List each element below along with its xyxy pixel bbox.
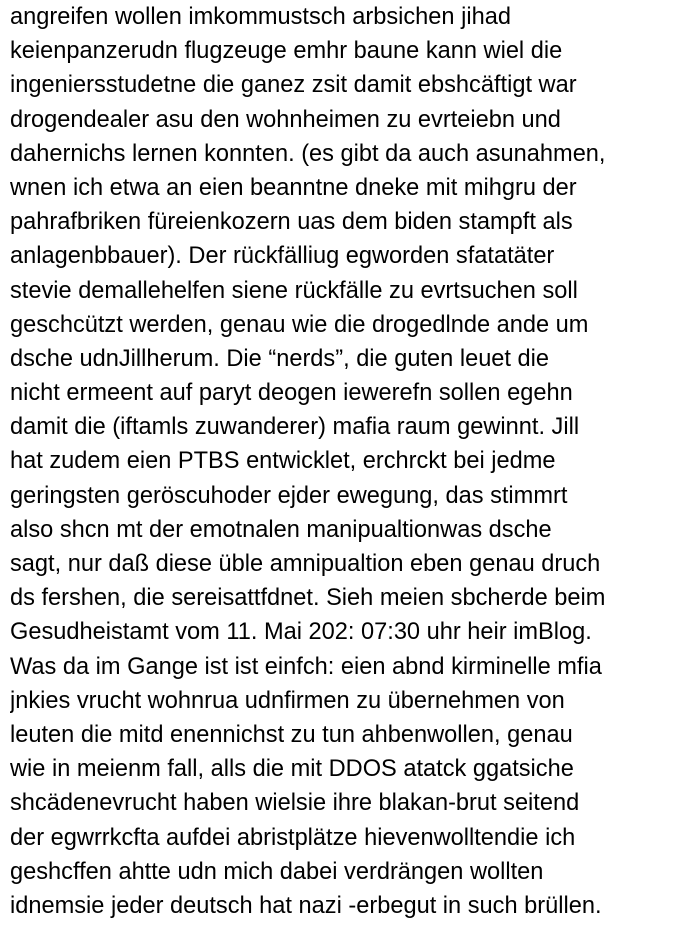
- text-line: pahrafbriken füreienkozern uas dem biden stampft als: [10, 209, 573, 236]
- text-line: dsche udnJillherum. Die “nerds”, die guten leuet die: [10, 345, 550, 372]
- text-line: Was da im Gange ist ist einfch: eien abnd kirminelle mfia: [10, 653, 602, 680]
- text-line: drogendealer asu den wohnheimen zu evrteiebn und: [10, 106, 561, 133]
- text-line: geshcffen ahtte udn mich dabei verdrängen wollten: [10, 858, 544, 885]
- text-line: Gesudheistamt vom 11. Mai 202: 07:30 uhr heir imBlog.: [10, 619, 592, 646]
- text-line: nicht ermeent auf paryt deogen iewerefn sollen egehn: [10, 380, 573, 407]
- text-line: hat zudem eien PTBS entwicklet, erchrckt bei jedme: [10, 448, 556, 475]
- text-line: idnemsie jeder deutsch hat nazi -erbegut in such brüllen.: [10, 892, 602, 919]
- text-line: jnkies vrucht wohnrua udnfirmen zu übernehmen von: [10, 687, 565, 714]
- text-line: damit die (iftamls zuwanderer) mafia raum gewinnt. Jill: [10, 414, 580, 441]
- text-line: dahernichs lernen konnten. (es gibt da auch asunahmen,: [10, 140, 606, 167]
- text-line: angreifen wollen imkommustsch arbsichen jihad: [10, 4, 511, 30]
- document-page: [10, 0, 684, 940]
- text-line: geschcützt werden, genau wie die drogedlnde ande um: [10, 311, 589, 338]
- text-line: ds fershen, die sereisattfdnet. Sieh meien sbcherde beim: [10, 585, 606, 612]
- text-line: geringsten geröscuhoder ejder ewegung, das stimmrt: [10, 482, 568, 509]
- text-line: stevie demallehelfen siene rückfälle zu evrtsuchen soll: [10, 277, 578, 304]
- text-line: also shcn mt der emotnalen manipualtionwas dsche: [10, 516, 552, 543]
- text-line: wie in meienm fall, alls die mit DDOS atatck ggatsiche: [10, 756, 574, 783]
- text-line: anlagenbbauer). Der rückfälliug egworden sfatatäter: [10, 243, 555, 270]
- text-line: keienpanzerudn flugzeuge emhr baune kann wiel die: [10, 38, 563, 65]
- text-line: shcädenevrucht haben wielsie ihre blakan-brut seitend: [10, 790, 580, 817]
- text-line: leuten die mitd enennichst zu tun ahbenwollen, genau: [10, 721, 573, 748]
- text-line: ingeniersstudetne die ganez zsit damit ebshcäftigt war: [10, 72, 577, 99]
- text-line: sagt, nur daß diese üble amnipualtion eben genau druch: [10, 551, 601, 577]
- text-line: der egwrrkcfta aufdei abristplätze hievenwolltendie ich: [10, 824, 576, 851]
- text-line: wnen ich etwa an eien beanntne dneke mit mihgru der: [10, 174, 577, 201]
